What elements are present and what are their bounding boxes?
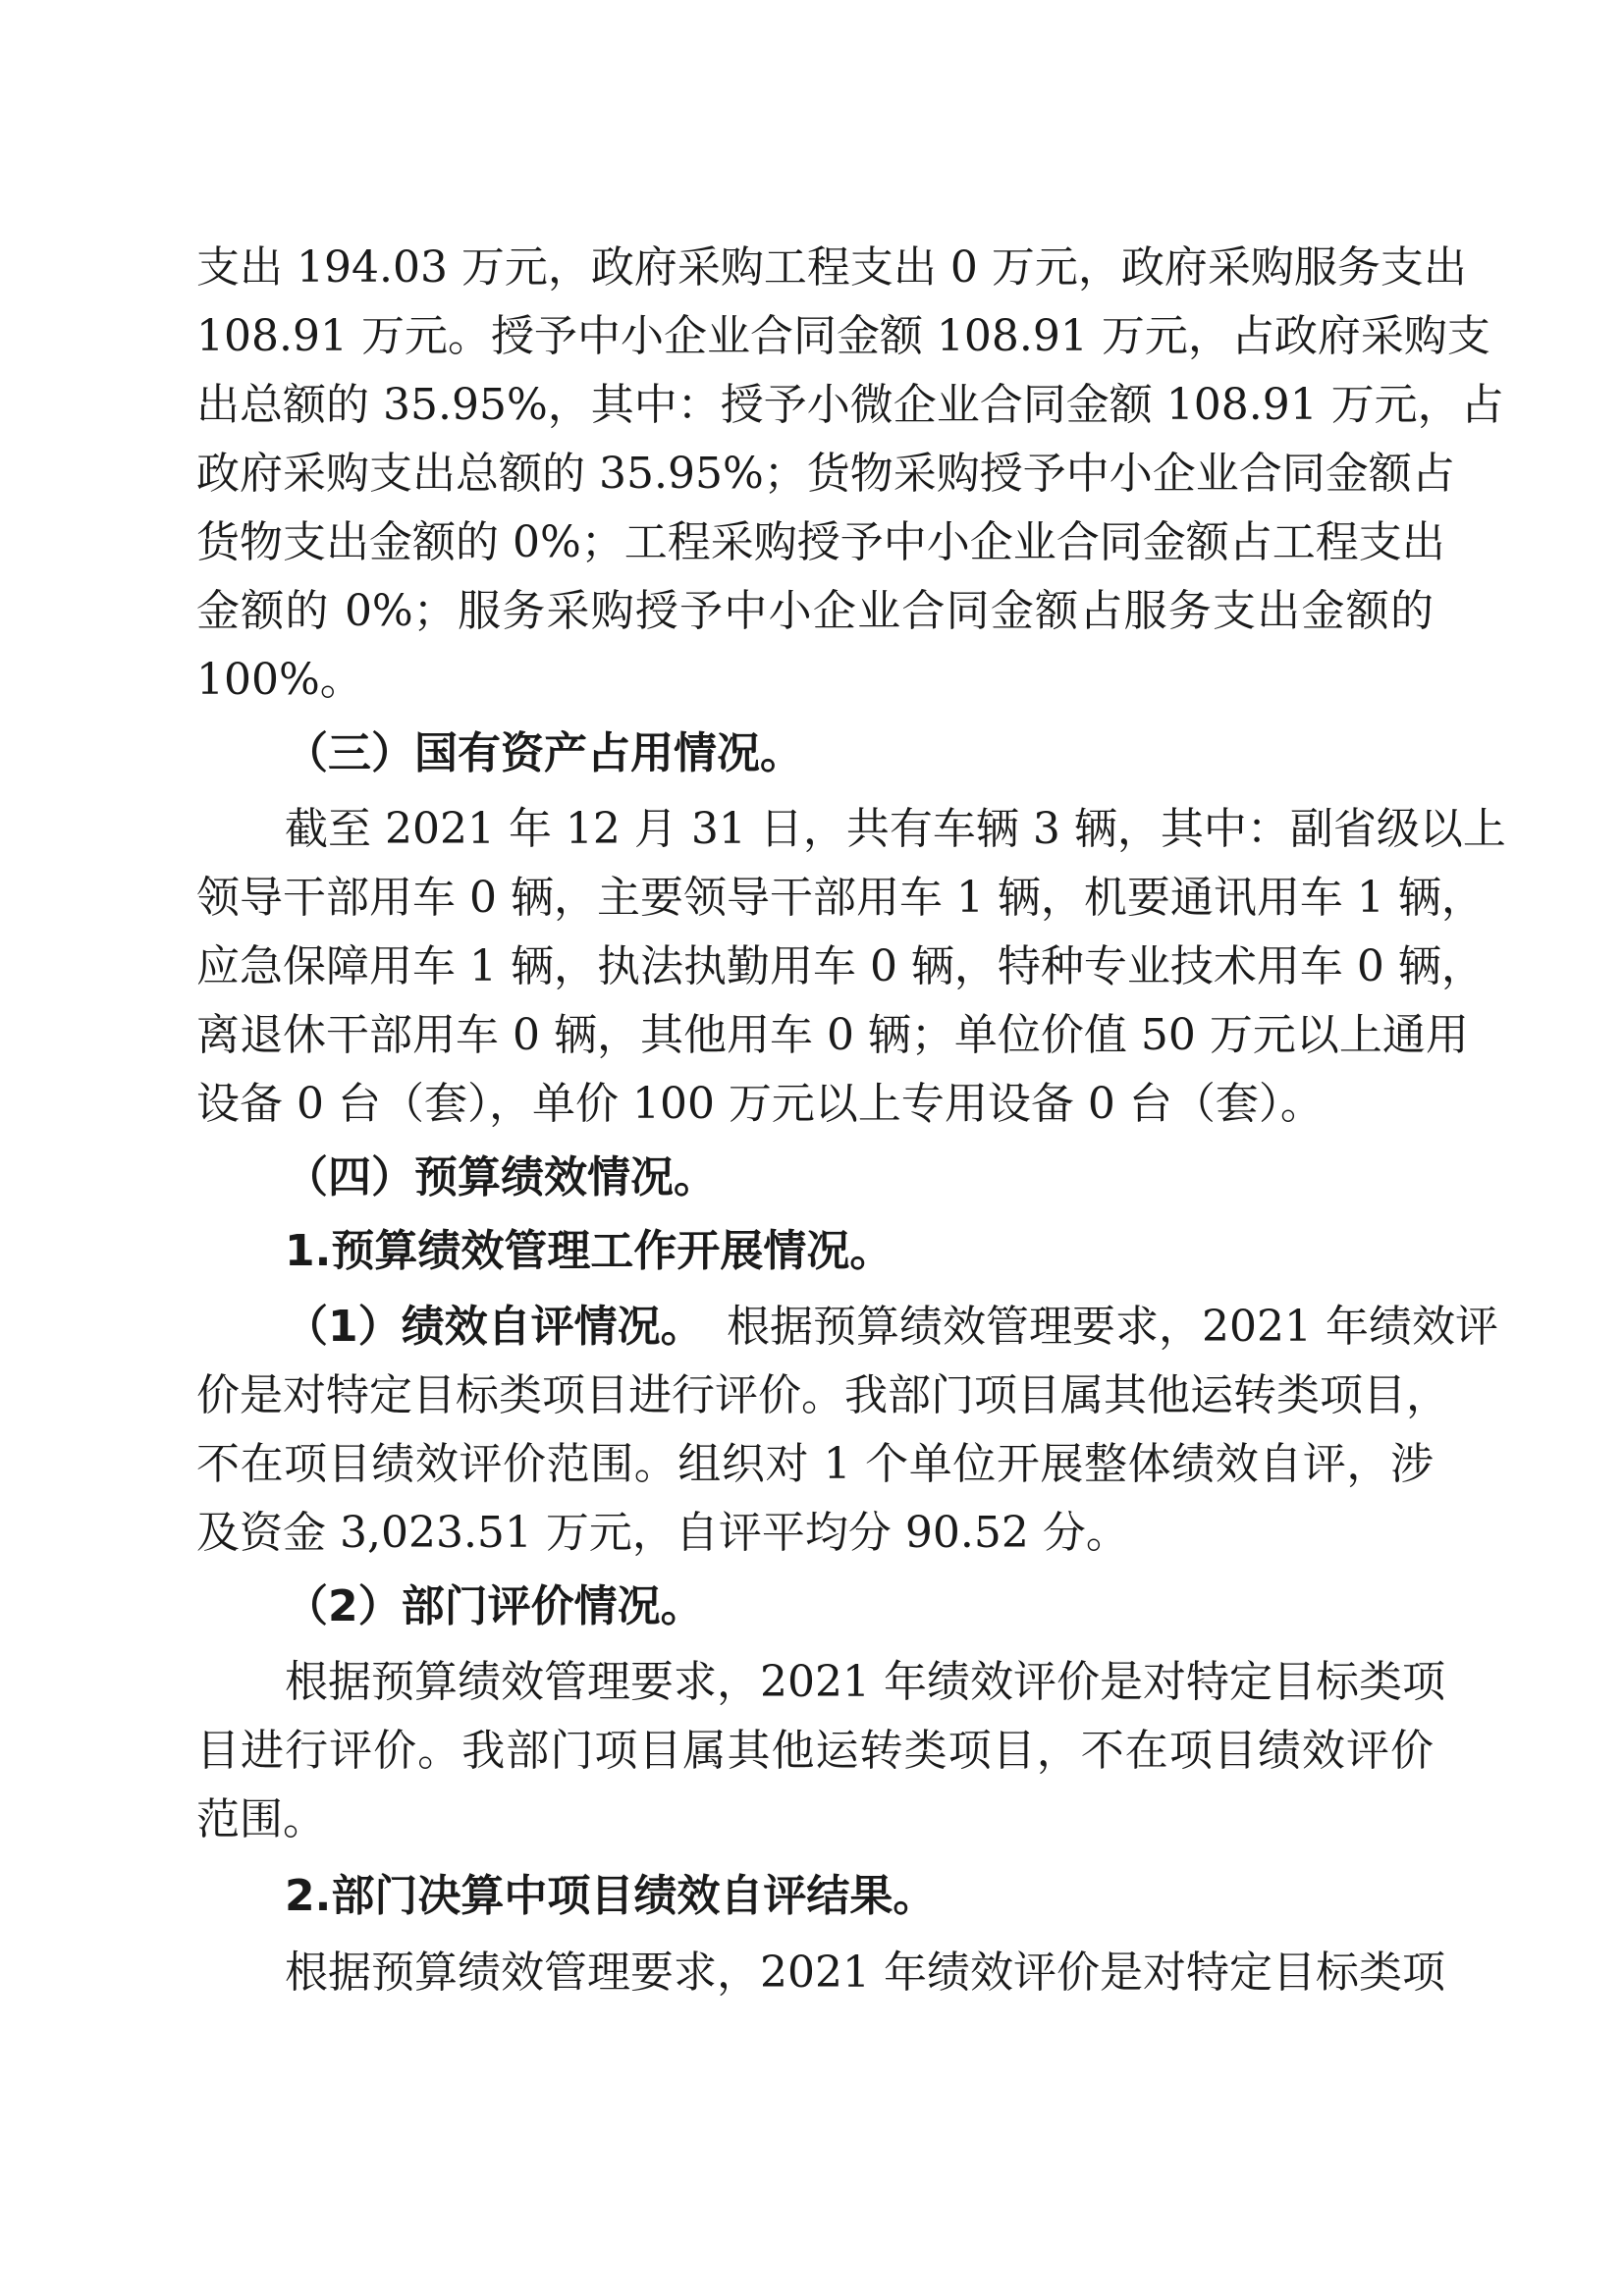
body-text-line: 设备 0 台（套），单价 100 万元以上专用设备 0 台（套）。	[196, 1079, 1324, 1129]
body-text-line: 截至 2021 年 12 月 31 日，共有车辆 3 辆，其中：副省级以上	[285, 804, 1506, 854]
subsection-heading: 1.预算绩效管理工作开展情况。	[285, 1226, 893, 1276]
body-text-line: 108.91 万元。授予中小企业合同金额 108.91 万元，占政府采购支	[196, 311, 1490, 361]
body-text-line: 目进行评价。我部门项目属其他运转类项目，不在项目绩效评价	[196, 1726, 1434, 1776]
body-text-line: 离退休干部用车 0 辆，其他用车 0 辆；单位价值 50 万元以上通用	[196, 1010, 1469, 1060]
body-text-line: 100%。	[196, 655, 363, 705]
body-text-line: 根据预算绩效管理要求，2021 年绩效评	[727, 1302, 1498, 1352]
section-heading: （四）预算绩效情况。	[285, 1152, 717, 1202]
section-heading: （三）国有资产占用情况。	[285, 728, 803, 778]
body-text-line: 政府采购支出总额的 35.95%；货物采购授予中小企业合同金额占	[196, 449, 1455, 499]
body-text-line: 应急保障用车 1 辆，执法执勤用车 0 辆，特种专业技术用车 0 辆，	[196, 941, 1485, 991]
body-text-line: 范围。	[196, 1794, 326, 1844]
body-text-line: 及资金 3,023.51 万元，自评平均分 90.52 分。	[196, 1508, 1129, 1558]
body-text-line: 根据预算绩效管理要求，2021 年绩效评价是对特定目标类项	[285, 1657, 1445, 1707]
body-text-line: 货物支出金额的 0%；工程采购授予中小企业合同金额占工程支出	[196, 517, 1445, 567]
body-text-line: 根据预算绩效管理要求，2021 年绩效评价是对特定目标类项	[285, 1948, 1445, 1998]
body-text-line: 价是对特定目标类项目进行评价。我部门项目属其他运转类项目，	[196, 1370, 1449, 1420]
body-text-line: 出总额的 35.95%，其中：授予小微企业合同金额 108.91 万元，占	[196, 380, 1504, 430]
item-heading-inline: （1）绩效自评情况。	[285, 1302, 704, 1352]
body-text-line: 领导干部用车 0 辆，主要领导干部用车 1 辆，机要通讯用车 1 辆，	[196, 873, 1485, 923]
item-heading: （2）部门评价情况。	[285, 1581, 704, 1631]
body-text-line: 支出 194.03 万元，政府采购工程支出 0 万元，政府采购服务支出	[196, 242, 1467, 293]
subsection-heading: 2.部门决算中项目绩效自评结果。	[285, 1871, 937, 1921]
body-text-line: 金额的 0%；服务采购授予中小企业合同金额占服务支出金额的	[196, 586, 1434, 636]
body-text-line: 不在项目绩效评价范围。组织对 1 个单位开展整体绩效自评，涉	[196, 1439, 1434, 1489]
